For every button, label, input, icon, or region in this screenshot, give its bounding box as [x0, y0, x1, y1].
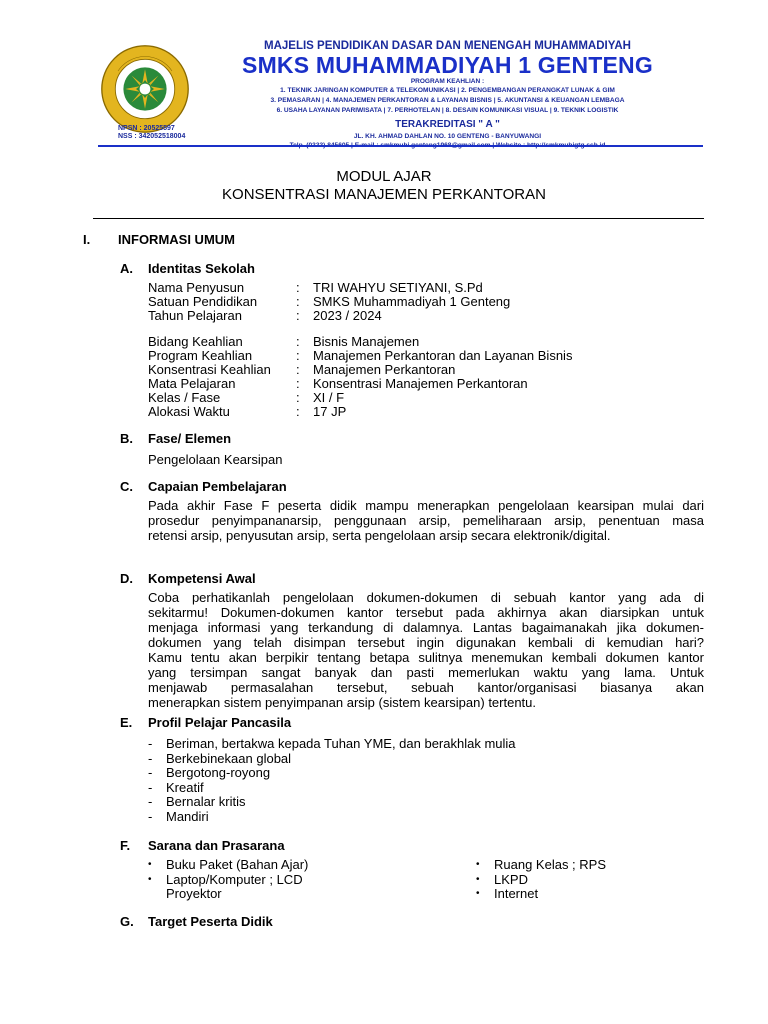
bullet-marker: •: [148, 859, 152, 870]
identity-value: 2023 / 2024: [313, 308, 382, 323]
contact-text: Telp. (0333) 845605 | E-mail : smkmuhi.genteng1968@gmail.com | Website : http://smkmuhigtg.sch.id: [289, 142, 606, 149]
paragraph-line: menjawab permasalahan tersebut, sebuah kantor/organisasi biasanya akan: [148, 680, 704, 695]
section-b-heading: Fase/ Elemen: [148, 431, 232, 446]
program-line: 3. PEMASARAN | 4. MANAJEMEN PERKANTORAN & LAYANAN BISNIS | 5. AKUNTANSI & KEUANGAN LEMBAGA: [270, 97, 625, 104]
kompetensi-paragraph: [148, 590, 704, 710]
list-item-text: Ruang Kelas ; RPS: [494, 857, 607, 872]
list-item: [476, 858, 606, 873]
list-item-text: Beriman, bertakwa kepada Tuhan YME, dan berakhlak mulia: [166, 736, 516, 751]
identity-colon: :: [296, 280, 300, 295]
title-line-1: MODUL AJAR: [336, 168, 432, 185]
program-line: 6. USAHA LAYANAN PARIWISATA | 7. PERHOTELAN | 8. DESAIN KOMUNIKASI VISUAL | 9. TEKNIK LOGISTIK: [276, 107, 619, 114]
list-item: [148, 781, 516, 796]
list-item: [148, 810, 516, 825]
document-title: [0, 168, 768, 204]
identity-value: Konsentrasi Manajemen Perkantoran: [313, 376, 528, 391]
dash-marker: -: [148, 779, 153, 795]
identity-value: Manajemen Perkantoran dan Layanan Bisnis: [313, 348, 573, 363]
section-c-heading: Capaian Pembelajaran: [148, 479, 287, 494]
list-item-text: Bergotong-royong: [166, 765, 271, 781]
identity-key: Tahun Pelajaran: [148, 308, 242, 323]
section-i-heading: INFORMASI UMUM: [118, 232, 235, 247]
dash-marker: -: [148, 736, 153, 751]
paragraph-line: yang tersimpan sangat banyak dan pasti memerlukan waktu yang lama. Untuk: [148, 665, 704, 680]
section-e-number: E.: [120, 715, 133, 730]
identity-key: Satuan Pendidikan: [148, 294, 258, 309]
list-item: [148, 873, 308, 888]
identity-key: Konsentrasi Keahlian: [148, 362, 271, 377]
section-a-heading: Identitas Sekolah: [148, 261, 255, 276]
section-d-heading: Kompetensi Awal: [148, 571, 256, 586]
paragraph-line: menjaga informasi yang terkandung di dalamnya. Lantas bagaimanakah jika dokumen-: [148, 620, 704, 635]
paragraph-line: prosedur penyimpananarsip, penggunaan arsip, pemeliharaan arsip, penentuan masa: [148, 513, 704, 528]
npsn-text: NPSN : 20525597: [118, 125, 175, 132]
paragraph-line: Kamu tentu akan berpikir tentang betapa sulitnya menemukan kembali dokumen kantor: [148, 650, 704, 665]
akreditasi-text: TERAKREDITASI " A ": [395, 119, 500, 130]
title-divider: [93, 218, 704, 219]
npsn-block: [118, 125, 185, 141]
sarana-right-list: [476, 858, 606, 902]
nss-text: NSS : 342052518004: [118, 133, 186, 140]
identity-key: Bidang Keahlian: [148, 334, 243, 349]
identity-colon: :: [296, 308, 300, 323]
majelis-title: MAJELIS PENDIDIKAN DASAR DAN MENENGAH MUHAMMADIYAH: [264, 40, 631, 52]
list-item: [476, 873, 606, 888]
list-item: [148, 858, 308, 873]
list-item-text: Mandiri: [166, 808, 209, 824]
identity-colon: :: [296, 334, 300, 349]
list-item-text: Kreatif: [166, 779, 204, 795]
list-item: [148, 766, 516, 781]
section-d-number: D.: [120, 571, 133, 586]
list-item-text: Berkebinekaan global: [166, 750, 292, 766]
letterhead: [0, 0, 768, 160]
list-item: [148, 795, 516, 810]
identity-value: SMKS Muhammadiyah 1 Genteng: [313, 294, 511, 309]
identity-value: Bisnis Manajemen: [313, 334, 420, 349]
identity-value: TRI WAHYU SETIYANI, S.Pd: [313, 280, 483, 295]
dash-marker: -: [148, 765, 153, 781]
bullet-marker: •: [476, 873, 480, 885]
sarana-left-list: [148, 858, 308, 902]
paragraph-line: menerapkan sistem penyimpanan arsip (sistem kearsipan) tertentu.: [148, 695, 537, 710]
section-f-heading: Sarana dan Prasarana: [148, 838, 285, 853]
identity-value: XI / F: [313, 390, 345, 405]
letterhead-divider: [98, 145, 703, 147]
list-item: [148, 887, 308, 902]
identity-key: Mata Pelajaran: [148, 376, 236, 391]
paragraph-line: Coba perhatikanlah pengelolaan dokumen-dokumen di sebuah kantor yang ada di: [148, 590, 704, 605]
section-g-number: G.: [120, 914, 134, 929]
paragraph-line: dokumen yang telah disimpan tersebut ingin digunakan kembali di kemudian hari?: [148, 635, 704, 650]
program-line: 1. TEKNIK JARINGAN KOMPUTER & TELEKOMUNIKASI | 2. PENGEMBANGAN PERANGKAT LUNAK & GIM: [280, 87, 615, 94]
letterhead-text: [200, 40, 695, 150]
list-item: [476, 887, 606, 902]
list-item-text: Buku Paket (Bahan Ajar): [166, 857, 309, 872]
list-item: [148, 752, 516, 767]
identity-value: Manajemen Perkantoran: [313, 362, 456, 377]
section-c-number: C.: [120, 479, 133, 494]
bullet-marker: •: [476, 859, 480, 870]
list-item-text: LKPD: [494, 871, 528, 887]
identity-key: Kelas / Fase: [148, 390, 221, 405]
bullet-marker: •: [476, 888, 480, 899]
list-item: [148, 737, 516, 752]
identity-key: Nama Penyusun: [148, 280, 245, 295]
address-text: JL. KH. AHMAD DAHLAN NO. 10 GENTENG - BANYUWANGI: [353, 133, 542, 140]
paragraph-line: retensi arsip, penyusutan arsip, serta pengelolaan arsip secara elektronik/digital.: [148, 528, 611, 543]
identity-key: Alokasi Waktu: [148, 404, 230, 419]
bullet-marker: •: [148, 873, 152, 885]
identity-colon: :: [296, 294, 300, 309]
dash-marker: -: [148, 750, 153, 766]
list-item-text: Proyektor: [166, 886, 222, 901]
section-g-heading: Target Peserta Didik: [148, 914, 273, 929]
identity-colon: :: [296, 348, 300, 363]
list-item-text: Bernalar kritis: [166, 794, 246, 810]
identity-key: Program Keahlian: [148, 348, 253, 363]
section-a-number: A.: [120, 261, 133, 276]
dash-marker: -: [148, 808, 153, 824]
paragraph-line: sekitarmu! Dokumen-dokumen kantor tersebut pada akhirnya akan diarsipkan untuk: [148, 605, 704, 620]
profil-list: [148, 737, 516, 825]
program-title: PROGRAM KEAHLIAN :: [410, 78, 485, 85]
list-item-text: Laptop/Komputer ; LCD: [166, 871, 303, 887]
identity-colon: :: [296, 376, 300, 391]
section-b-number: B.: [120, 431, 133, 446]
school-name: SMKS MUHAMMADIYAH 1 GENTENG: [242, 52, 653, 78]
paragraph-line: Pada akhir Fase F peserta didik mampu menerapkan pengelolaan kearsipan mulai dari: [148, 498, 704, 513]
title-line-2: KONSENTRASI MANAJEMEN PERKANTORAN: [222, 186, 546, 203]
capaian-paragraph: [148, 498, 704, 543]
fase-elemen-text: Pengelolaan Kearsipan: [148, 452, 283, 467]
identity-value: 17 JP: [313, 404, 347, 419]
section-i-number: I.: [83, 232, 91, 247]
section-f-number: F.: [120, 838, 131, 853]
section-e-heading: Profil Pelajar Pancasila: [148, 715, 292, 730]
dash-marker: -: [148, 794, 153, 810]
identity-colon: :: [296, 390, 300, 405]
identity-colon: :: [296, 404, 300, 419]
school-logo: [100, 44, 190, 134]
identity-colon: :: [296, 362, 300, 377]
list-item-text: Internet: [494, 886, 539, 901]
